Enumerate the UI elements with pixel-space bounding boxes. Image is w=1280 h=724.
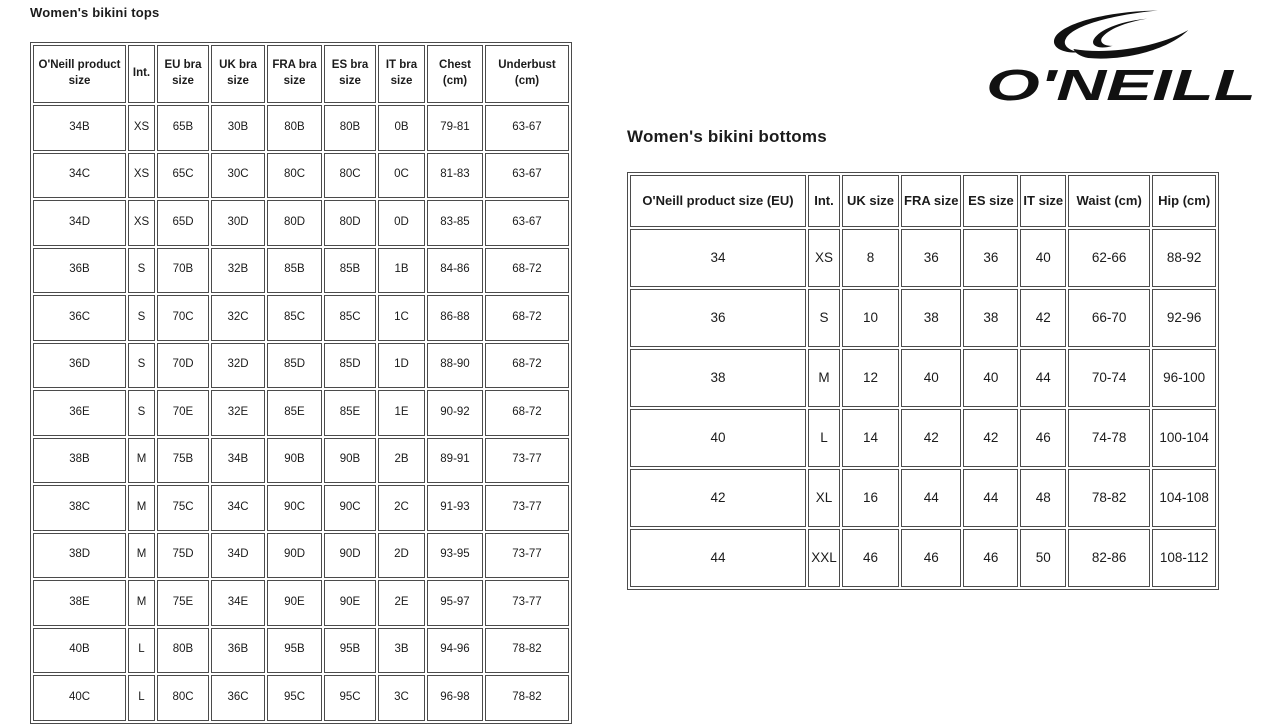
table-cell: XXL bbox=[808, 529, 840, 587]
table-cell: 36 bbox=[963, 229, 1018, 287]
table-cell: 80B bbox=[267, 105, 322, 151]
table-cell: 30B bbox=[211, 105, 265, 151]
table-cell: 95-97 bbox=[427, 580, 483, 626]
table-cell: 92-96 bbox=[1152, 289, 1216, 347]
table-cell: 32D bbox=[211, 343, 265, 389]
table-cell: 91-93 bbox=[427, 485, 483, 531]
table-cell: 68-72 bbox=[485, 343, 569, 389]
table-row bbox=[33, 343, 569, 389]
tops-section-title: Women's bikini tops bbox=[30, 5, 160, 20]
table-cell: 85C bbox=[267, 295, 322, 341]
oneill-wave-icon bbox=[1054, 10, 1188, 58]
table-cell: 36 bbox=[901, 229, 961, 287]
table-cell: 68-72 bbox=[485, 248, 569, 294]
table-cell: 42 bbox=[1020, 289, 1066, 347]
table-cell: 70B bbox=[157, 248, 209, 294]
table-cell: 38D bbox=[33, 533, 126, 579]
table-cell: 63-67 bbox=[485, 153, 569, 199]
table-cell: 2E bbox=[378, 580, 425, 626]
column-header-cell: Int. bbox=[808, 175, 840, 227]
table-row bbox=[33, 485, 569, 531]
table-cell: 0C bbox=[378, 153, 425, 199]
column-header-cell: IT size bbox=[1020, 175, 1066, 227]
table-cell: L bbox=[128, 628, 155, 674]
column-header-cell: O'Neill product size (EU) bbox=[630, 175, 806, 227]
table-cell: 46 bbox=[901, 529, 961, 587]
table-row bbox=[33, 200, 569, 246]
table-cell: 36B bbox=[211, 628, 265, 674]
table-cell: 40C bbox=[33, 675, 126, 721]
table-cell: 93-95 bbox=[427, 533, 483, 579]
column-header-cell: EU bra size bbox=[157, 45, 209, 103]
table-row bbox=[33, 533, 569, 579]
table-cell: 80B bbox=[324, 105, 376, 151]
table-cell: 34B bbox=[33, 105, 126, 151]
table-row bbox=[33, 628, 569, 674]
table-cell: 68-72 bbox=[485, 295, 569, 341]
table-cell: M bbox=[128, 533, 155, 579]
table-cell: M bbox=[808, 349, 840, 407]
table-cell: 63-67 bbox=[485, 200, 569, 246]
table-cell: 95C bbox=[267, 675, 322, 721]
table-cell: 40 bbox=[963, 349, 1018, 407]
table-row bbox=[33, 390, 569, 436]
table-cell: 85B bbox=[267, 248, 322, 294]
table-cell: 85D bbox=[267, 343, 322, 389]
column-header-cell: ES bra size bbox=[324, 45, 376, 103]
column-header-cell: UK bra size bbox=[211, 45, 265, 103]
table-cell: 74-78 bbox=[1068, 409, 1150, 467]
table-cell: 65B bbox=[157, 105, 209, 151]
table-cell: 73-77 bbox=[485, 485, 569, 531]
table-cell: 73-77 bbox=[485, 580, 569, 626]
table-cell: 44 bbox=[630, 529, 806, 587]
table-cell: XS bbox=[808, 229, 840, 287]
table-cell: 8 bbox=[842, 229, 899, 287]
column-header-cell: Chest (cm) bbox=[427, 45, 483, 103]
table-cell: L bbox=[808, 409, 840, 467]
table-cell: 90-92 bbox=[427, 390, 483, 436]
table-cell: S bbox=[808, 289, 840, 347]
table-cell: 2D bbox=[378, 533, 425, 579]
table-cell: 90C bbox=[267, 485, 322, 531]
table-cell: 32B bbox=[211, 248, 265, 294]
table-cell: 80C bbox=[267, 153, 322, 199]
table-row bbox=[33, 295, 569, 341]
table-row bbox=[33, 675, 569, 721]
table-cell: 75C bbox=[157, 485, 209, 531]
table-cell: 84-86 bbox=[427, 248, 483, 294]
table-cell: 80C bbox=[157, 675, 209, 721]
table-cell: 95B bbox=[324, 628, 376, 674]
table-cell: 78-82 bbox=[485, 628, 569, 674]
table-cell: 34E bbox=[211, 580, 265, 626]
column-header-cell: Int. bbox=[128, 45, 155, 103]
tops-size-table bbox=[30, 42, 572, 724]
table-cell: 63-67 bbox=[485, 105, 569, 151]
table-cell: S bbox=[128, 248, 155, 294]
table-cell: 73-77 bbox=[485, 438, 569, 484]
table-cell: 50 bbox=[1020, 529, 1066, 587]
table-cell: S bbox=[128, 343, 155, 389]
table-cell: 75E bbox=[157, 580, 209, 626]
table-cell: 90E bbox=[267, 580, 322, 626]
table-row bbox=[630, 409, 1216, 467]
column-header-cell: Underbust (cm) bbox=[485, 45, 569, 103]
table-cell: 65C bbox=[157, 153, 209, 199]
table-cell: 32C bbox=[211, 295, 265, 341]
table-cell: 42 bbox=[963, 409, 1018, 467]
table-cell: 80B bbox=[157, 628, 209, 674]
tops-header-row bbox=[33, 45, 569, 103]
table-cell: 36C bbox=[211, 675, 265, 721]
table-cell: 38 bbox=[963, 289, 1018, 347]
table-cell: 85E bbox=[267, 390, 322, 436]
table-cell: 44 bbox=[963, 469, 1018, 527]
table-cell: 1C bbox=[378, 295, 425, 341]
table-cell: 70-74 bbox=[1068, 349, 1150, 407]
column-header-cell: IT bra size bbox=[378, 45, 425, 103]
table-cell: 34D bbox=[33, 200, 126, 246]
table-cell: 80D bbox=[267, 200, 322, 246]
table-row bbox=[33, 105, 569, 151]
table-cell: 82-86 bbox=[1068, 529, 1150, 587]
bottoms-header-row bbox=[630, 175, 1216, 227]
table-cell: 40 bbox=[1020, 229, 1066, 287]
table-cell: 80D bbox=[324, 200, 376, 246]
table-cell: 96-100 bbox=[1152, 349, 1216, 407]
table-cell: 80C bbox=[324, 153, 376, 199]
table-cell: 78-82 bbox=[485, 675, 569, 721]
column-header-cell: Hip (cm) bbox=[1152, 175, 1216, 227]
column-header-cell: O'Neill product size bbox=[33, 45, 126, 103]
column-header-cell: Waist (cm) bbox=[1068, 175, 1150, 227]
table-cell: 79-81 bbox=[427, 105, 483, 151]
table-cell: 0B bbox=[378, 105, 425, 151]
table-cell: 104-108 bbox=[1152, 469, 1216, 527]
table-cell: 2C bbox=[378, 485, 425, 531]
table-cell: 88-90 bbox=[427, 343, 483, 389]
table-cell: 75B bbox=[157, 438, 209, 484]
table-cell: 94-96 bbox=[427, 628, 483, 674]
table-row bbox=[33, 248, 569, 294]
table-cell: 70D bbox=[157, 343, 209, 389]
table-cell: 85E bbox=[324, 390, 376, 436]
table-cell: 44 bbox=[1020, 349, 1066, 407]
table-cell: XS bbox=[128, 105, 155, 151]
table-row bbox=[33, 438, 569, 484]
table-row bbox=[630, 349, 1216, 407]
column-header-cell: ES size bbox=[963, 175, 1018, 227]
table-cell: 36 bbox=[630, 289, 806, 347]
table-cell: 78-82 bbox=[1068, 469, 1150, 527]
table-cell: 108-112 bbox=[1152, 529, 1216, 587]
table-cell: 30D bbox=[211, 200, 265, 246]
table-cell: XS bbox=[128, 153, 155, 199]
table-cell: 40 bbox=[630, 409, 806, 467]
table-cell: 0D bbox=[378, 200, 425, 246]
oneill-logo bbox=[984, 8, 1259, 108]
table-cell: 85B bbox=[324, 248, 376, 294]
table-cell: 34D bbox=[211, 533, 265, 579]
table-cell: 34C bbox=[211, 485, 265, 531]
table-cell: XS bbox=[128, 200, 155, 246]
table-cell: 90B bbox=[324, 438, 376, 484]
table-cell: 38E bbox=[33, 580, 126, 626]
oneill-wordmark: O'NEILL bbox=[986, 61, 1256, 108]
table-cell: 36E bbox=[33, 390, 126, 436]
bottoms-section-title: Women's bikini bottoms bbox=[627, 127, 827, 146]
table-cell: 46 bbox=[842, 529, 899, 587]
table-cell: 95B bbox=[267, 628, 322, 674]
table-cell: 38B bbox=[33, 438, 126, 484]
table-cell: 62-66 bbox=[1068, 229, 1150, 287]
table-cell: M bbox=[128, 580, 155, 626]
table-cell: 90D bbox=[324, 533, 376, 579]
table-cell: 12 bbox=[842, 349, 899, 407]
table-cell: 34 bbox=[630, 229, 806, 287]
table-row bbox=[630, 529, 1216, 587]
table-cell: 3C bbox=[378, 675, 425, 721]
table-cell: 65D bbox=[157, 200, 209, 246]
table-cell: 10 bbox=[842, 289, 899, 347]
table-cell: 70C bbox=[157, 295, 209, 341]
table-cell: 1E bbox=[378, 390, 425, 436]
table-cell: 38 bbox=[901, 289, 961, 347]
table-cell: L bbox=[128, 675, 155, 721]
table-cell: 3B bbox=[378, 628, 425, 674]
table-cell: 2B bbox=[378, 438, 425, 484]
table-cell: 81-83 bbox=[427, 153, 483, 199]
table-cell: 90C bbox=[324, 485, 376, 531]
table-row bbox=[33, 153, 569, 199]
table-cell: 42 bbox=[630, 469, 806, 527]
table-cell: 42 bbox=[901, 409, 961, 467]
table-row bbox=[630, 289, 1216, 347]
table-cell: 30C bbox=[211, 153, 265, 199]
table-row bbox=[33, 580, 569, 626]
table-cell: 90B bbox=[267, 438, 322, 484]
table-cell: 73-77 bbox=[485, 533, 569, 579]
table-cell: 89-91 bbox=[427, 438, 483, 484]
column-header-cell: FRA bra size bbox=[267, 45, 322, 103]
column-header-cell: FRA size bbox=[901, 175, 961, 227]
table-cell: 83-85 bbox=[427, 200, 483, 246]
table-cell: 85C bbox=[324, 295, 376, 341]
table-cell: 90D bbox=[267, 533, 322, 579]
table-cell: 96-98 bbox=[427, 675, 483, 721]
table-row bbox=[630, 229, 1216, 287]
table-cell: S bbox=[128, 390, 155, 436]
table-cell: 44 bbox=[901, 469, 961, 527]
table-cell: 46 bbox=[1020, 409, 1066, 467]
column-header-cell: UK size bbox=[842, 175, 899, 227]
table-cell: M bbox=[128, 438, 155, 484]
table-cell: 40 bbox=[901, 349, 961, 407]
table-cell: XL bbox=[808, 469, 840, 527]
table-cell: 90E bbox=[324, 580, 376, 626]
table-cell: 1B bbox=[378, 248, 425, 294]
table-cell: 40B bbox=[33, 628, 126, 674]
table-cell: S bbox=[128, 295, 155, 341]
table-cell: 38C bbox=[33, 485, 126, 531]
table-cell: 95C bbox=[324, 675, 376, 721]
table-cell: 66-70 bbox=[1068, 289, 1150, 347]
table-cell: 48 bbox=[1020, 469, 1066, 527]
table-cell: 14 bbox=[842, 409, 899, 467]
bottoms-size-table bbox=[627, 172, 1219, 590]
table-cell: 46 bbox=[963, 529, 1018, 587]
table-cell: 85D bbox=[324, 343, 376, 389]
oneill-logo-svg bbox=[984, 8, 1259, 108]
table-cell: 88-92 bbox=[1152, 229, 1216, 287]
table-cell: 36D bbox=[33, 343, 126, 389]
table-cell: M bbox=[128, 485, 155, 531]
table-cell: 38 bbox=[630, 349, 806, 407]
table-cell: 36C bbox=[33, 295, 126, 341]
table-cell: 32E bbox=[211, 390, 265, 436]
table-row bbox=[630, 469, 1216, 527]
table-cell: 36B bbox=[33, 248, 126, 294]
table-cell: 100-104 bbox=[1152, 409, 1216, 467]
table-cell: 86-88 bbox=[427, 295, 483, 341]
table-cell: 70E bbox=[157, 390, 209, 436]
table-cell: 16 bbox=[842, 469, 899, 527]
table-cell: 75D bbox=[157, 533, 209, 579]
table-cell: 34B bbox=[211, 438, 265, 484]
table-cell: 34C bbox=[33, 153, 126, 199]
table-cell: 68-72 bbox=[485, 390, 569, 436]
table-cell: 1D bbox=[378, 343, 425, 389]
